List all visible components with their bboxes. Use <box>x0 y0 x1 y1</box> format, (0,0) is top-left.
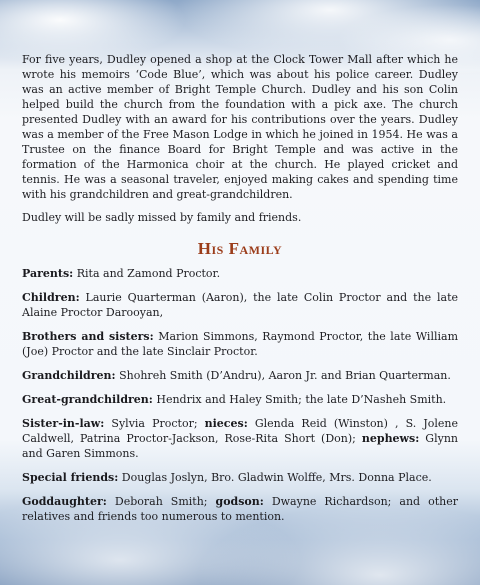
closing-paragraph: Dudley will be sadly missed by family and friends. <box>22 211 302 224</box>
grandchildren-label: Grandchildren: <box>22 369 116 382</box>
special-friends-label: Special friends: <box>22 471 119 484</box>
nephews-label: nephews: <box>361 432 420 445</box>
children-entry <box>22 290 458 320</box>
parents-label: Parents: <box>22 267 74 280</box>
siblings-text: Marion Simmons, Raymond Proctor, the late William (Joe) Proctor and the late Sinclair Proctor. <box>22 330 458 358</box>
nieces-text: Glenda Reid (Winston) , S. Jolene Caldwell, Patrina Proctor-Jackson, Rose-Rita Short (Don); <box>22 417 458 445</box>
great-grandchildren-label: Great-grandchildren: <box>22 393 153 406</box>
sister-in-law-text: Sylvia Proctor; <box>104 417 205 430</box>
special-friends-entry <box>22 470 458 485</box>
parents-entry <box>22 266 458 281</box>
intro-paragraph: For five years, Dudley opened a shop at the Clock Tower Mall after which he wrote his memoirs ‘Code Blue’, which was about his police career. Dudley was an active member of Bright Temple Church. Dudley and his son Colin helped build the church from the foundation with a pick axe. The church presented Dudley with an award for his contributions over the years. Dudley was a member of the Free Mason Lodge in which he joined in 1954. He was a Trustee on the finance Board for Bright Temple and was active in the formation of the Harmonica choir at the church. He played cricket and tennis. He was a seasonal traveler, enjoyed making cakes and spending time with his grandchildren and great-grandchildren. <box>22 53 458 201</box>
great-grandchildren-text: Hendrix and Haley Smith; the late D’Nasheh Smith. <box>152 393 447 406</box>
grandchildren-entry <box>22 368 458 383</box>
special-friends-text: Douglas Joslyn, Bro. Gladwin Wolffe, Mrs. Donna Place. <box>118 471 432 484</box>
godson-text: Dwayne Richardson; and other relatives and friends too numerous to mention. <box>22 495 458 523</box>
obituary-page <box>22 52 458 533</box>
family-list <box>22 266 458 524</box>
godson-label: godson: <box>215 495 264 508</box>
nephews-text: Glynn and Garen Simmons. <box>22 432 458 460</box>
siblings-label: Brothers and sisters: <box>22 330 154 343</box>
great-grandchildren-entry <box>22 392 458 407</box>
children-label: Children: <box>22 291 80 304</box>
goddaughter-label: Goddaughter: <box>22 495 107 508</box>
sister-in-law-label: Sister-in-law: <box>22 417 105 430</box>
parents-text: Rita and Zamond Proctor. <box>73 267 221 280</box>
goddaughter-text: Deborah Smith; <box>106 495 216 508</box>
children-text: Laurie Quarterman (Aaron), the late Colin Proctor and the late Alaine Proctor Darooyan, <box>22 291 458 319</box>
godchildren-entry <box>22 494 458 524</box>
family-heading: His Family <box>197 239 283 258</box>
grandchildren-text: Shohreh Smith (D’Andru), Aaron Jr. and Brian Quarterman. <box>115 369 451 382</box>
siblings-entry <box>22 329 458 359</box>
nieces-label: nieces: <box>204 417 248 430</box>
in-laws-entry <box>22 416 458 461</box>
